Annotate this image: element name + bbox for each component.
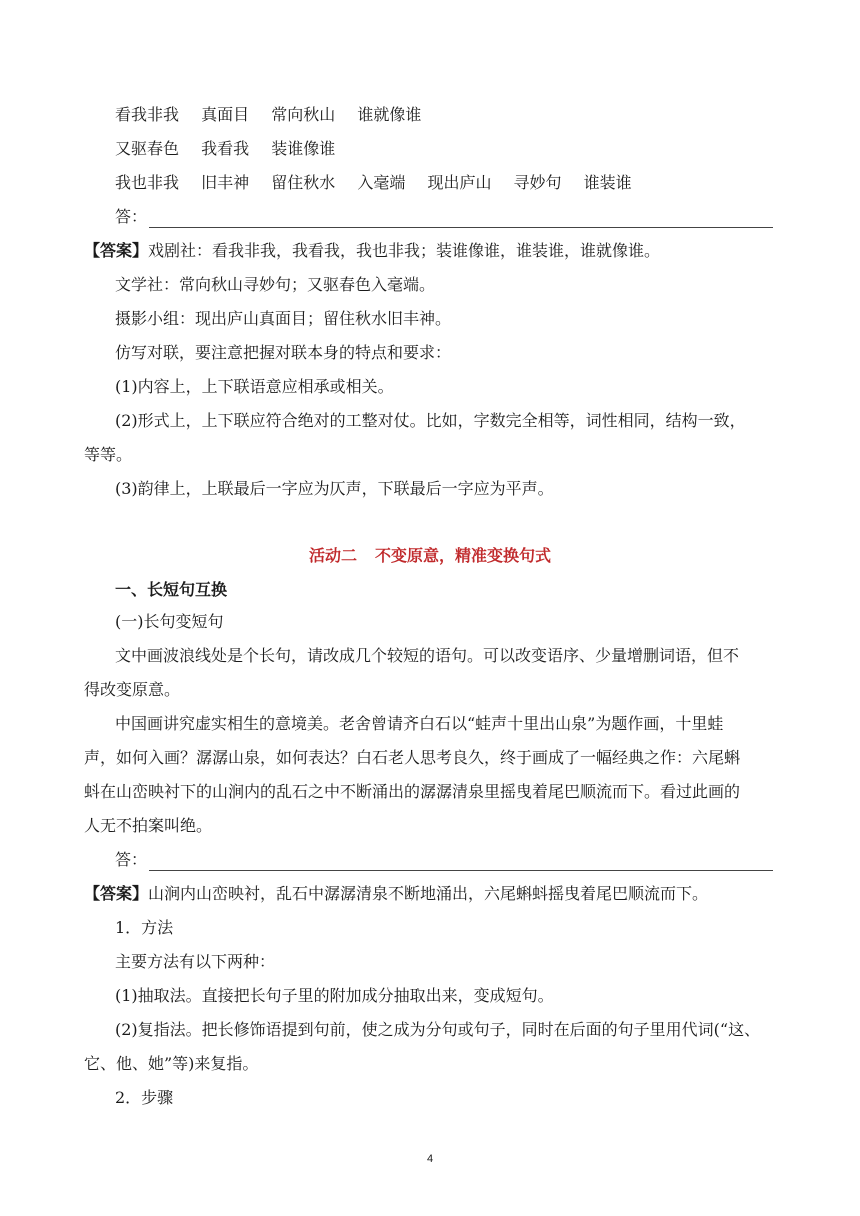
sub-item: (一)长句变短句: [115, 612, 224, 631]
word-item: 谁就像谁: [357, 105, 422, 124]
word-item: 常向秋山: [271, 105, 336, 124]
word-item: 我看我: [201, 139, 250, 158]
passage-line: 人无不拍案叫绝。: [84, 816, 213, 835]
answer-blank-1: [115, 206, 773, 228]
page-number: 4: [426, 1153, 434, 1165]
paragraph-line: 等等。: [84, 445, 133, 464]
paragraph-line: (1)内容上，上下联语意应相承或相关。: [115, 377, 394, 396]
subheading: 一、长短句互换: [115, 580, 228, 599]
answer-underline: [149, 858, 773, 871]
word-row-2: [115, 138, 352, 160]
passage-line: 中国画讲究虚实相生的意境美。老舍曾请齐白石以“蛙声十里出山泉”为题作画，十里蛙: [115, 714, 724, 733]
paragraph-line: (3)韵律上，上联最后一字应为仄声，下联最后一字应为平声。: [115, 479, 554, 498]
passage-line: 声，如何入画？潺潺山泉，如何表达？白石老人思考良久，终于画成了一幅经典之作：六尾蝌: [84, 748, 741, 767]
paragraph-line: 摄影小组：现出庐山真面目；留住秋水旧丰神。: [115, 309, 452, 328]
answer-tag: 【答案】: [84, 241, 149, 260]
word-item: 装谁像谁: [271, 139, 336, 158]
answer-text: 戏剧社：看我非我，我看我，我也非我；装谁像谁，谁装谁，谁就像谁。: [148, 241, 661, 260]
paragraph-line: 仿写对联，要注意把握对联本身的特点和要求：: [115, 343, 452, 362]
word-item: 真面目: [201, 105, 250, 124]
word-item: 入毫端: [357, 173, 406, 192]
word-item: 看我非我: [115, 105, 180, 124]
answer-underline: [149, 215, 773, 228]
word-item: 谁装谁: [583, 173, 632, 192]
method-intro: 主要方法有以下两种：: [115, 952, 276, 971]
method-item-2: (2)复指法。把长修饰语提到句前，使之成为分句或句子，同时在后面的句子里用代词(“这、: [115, 1020, 761, 1039]
word-item: 现出庐山: [427, 173, 492, 192]
answer-1: [84, 240, 660, 262]
paragraph-line: (2)形式上，上下联应符合绝对的工整对仗。比如，字数完全相等，词性相同，结构一致，: [115, 411, 746, 430]
answer-prompt: 答：: [115, 207, 148, 226]
instruction-line: 文中画波浪线处是个长句，请改成几个较短的语句。可以改变语序、少量增删词语，但不: [115, 646, 740, 665]
section-heading-part1: 活动二: [308, 546, 357, 565]
word-item: 寻妙句: [513, 173, 562, 192]
passage-line: 蚪在山峦映衬下的山涧内的乱石之中不断涌出的潺潺清泉里摇曳着尾巴顺流而下。看过此画的: [84, 782, 741, 801]
method-item-1: (1)抽取法。直接把长句子里的附加成分抽取出来，变成短句。: [115, 986, 554, 1005]
section-heading: [0, 543, 860, 566]
instruction-line: 得改变原意。: [84, 680, 181, 699]
answer-text: 山涧内山峦映衬，乱石中潺潺清泉不断地涌出，六尾蝌蚪摇曳着尾巴顺流而下。: [148, 884, 709, 903]
word-item: 旧丰神: [201, 173, 250, 192]
method-title: 1．方法: [115, 918, 174, 937]
word-item: 留住秋水: [271, 173, 336, 192]
word-row-1: [115, 104, 438, 126]
word-row-3: [115, 172, 649, 194]
word-item: 我也非我: [115, 173, 180, 192]
answer-tag: 【答案】: [84, 884, 149, 903]
answer-prompt: 答：: [115, 850, 148, 869]
method-item-2-cont: 它、他、她”等)来复指。: [84, 1054, 259, 1073]
answer-blank-2: [115, 849, 773, 871]
paragraph-line: 文学社：常向秋山寻妙句；又驱春色入毫端。: [115, 275, 436, 294]
steps-title: 2．步骤: [115, 1088, 174, 1107]
answer-2: [84, 883, 708, 905]
section-heading-part2: 不变原意，精准变换句式: [375, 546, 552, 565]
word-item: 又驱春色: [115, 139, 180, 158]
